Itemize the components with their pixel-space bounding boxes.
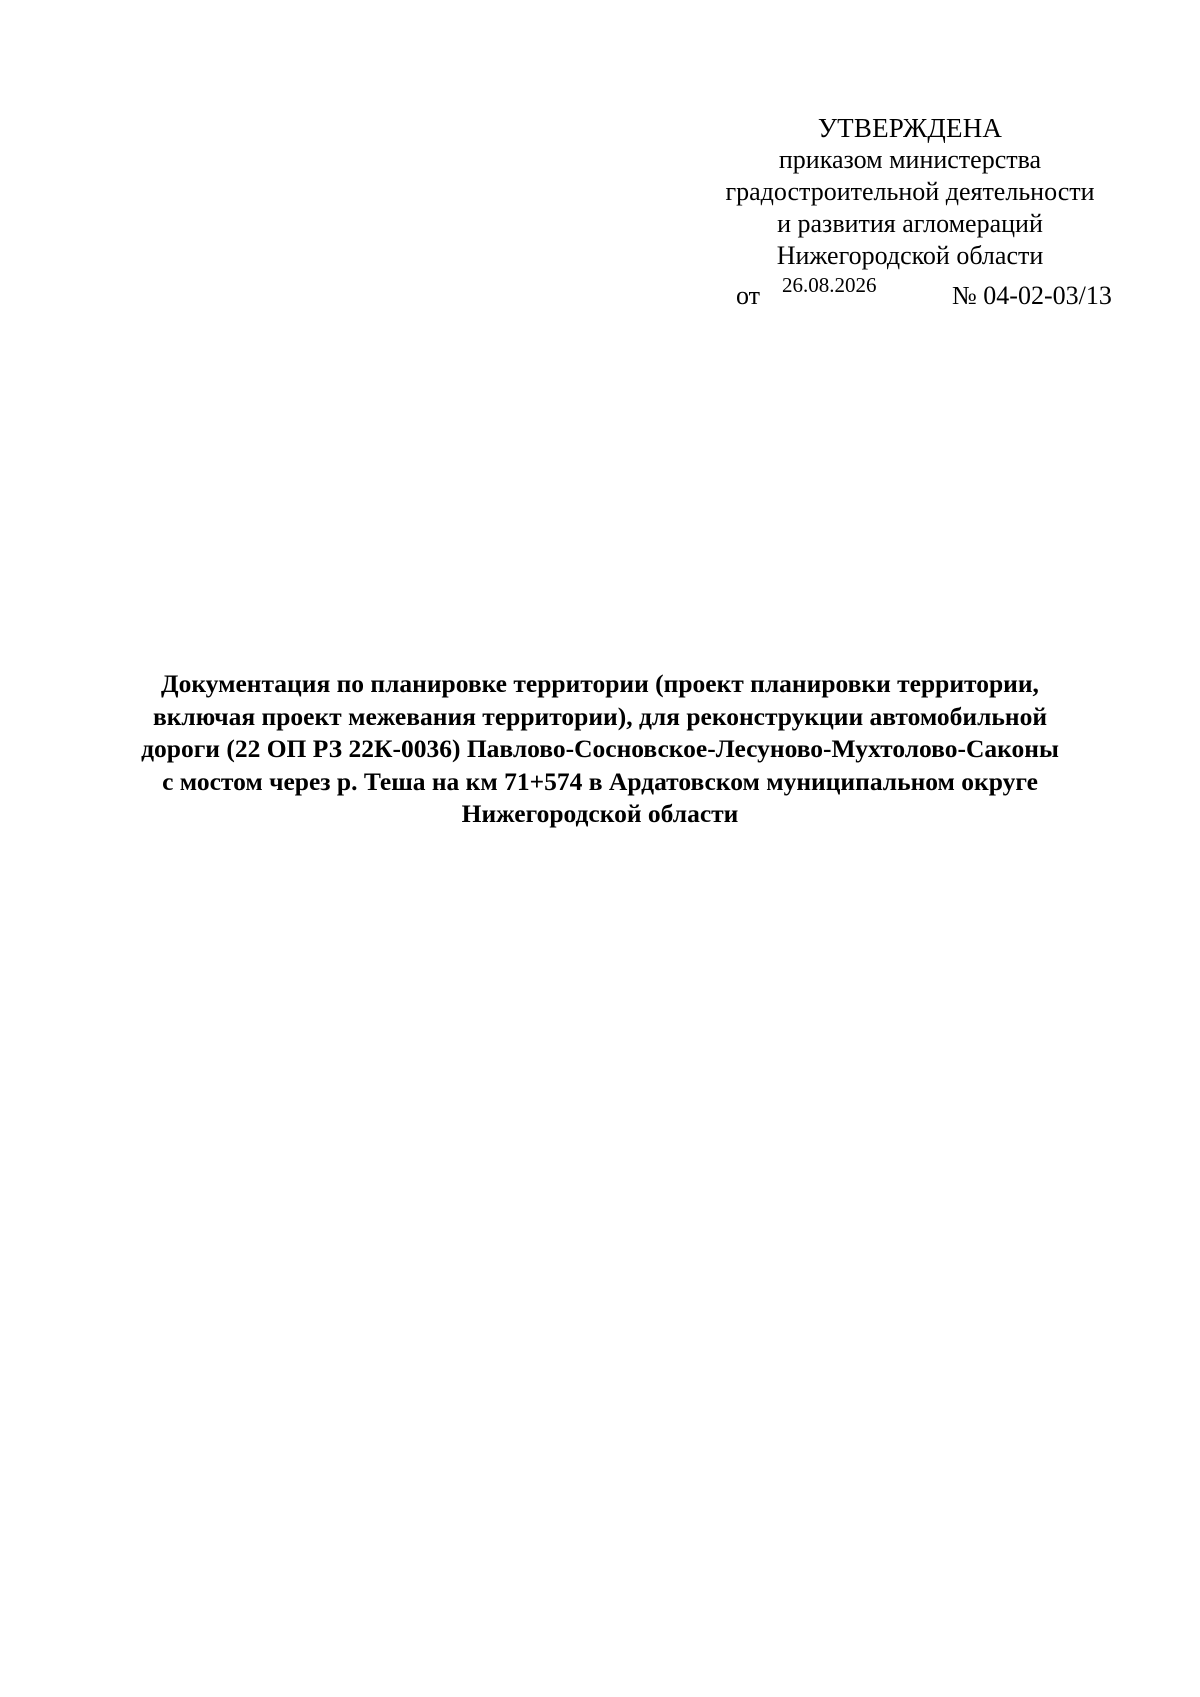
order-from-label: от (736, 281, 761, 310)
approval-line: и развития агломераций (777, 209, 1043, 238)
approval-block (690, 112, 1130, 272)
approval-heading: УТВЕРЖДЕНА (817, 113, 1003, 143)
title-line: дороги (22 ОП РЗ 22К-0036) Павлово-Сосновское-Лесуново-Мухтолово-Саконы (141, 734, 1059, 763)
approval-line: Нижегородской области (776, 241, 1044, 270)
title-line: с мостом через р. Теша на км 71+574 в Ардатовском муниципальном округе (162, 766, 1038, 796)
approval-line: приказом министерства (778, 145, 1042, 174)
order-date: 26.08.2026 (782, 273, 877, 297)
document-title (100, 668, 1100, 831)
order-reference (736, 273, 1136, 312)
order-number: № 04-02-03/13 (952, 281, 1112, 310)
title-line: Нижегородской области (461, 799, 739, 828)
title-line: включая проект межевания территории), для реконструкции автомобильной (152, 701, 1048, 731)
title-line: Документация по планировке территории (проект планировки территории, (161, 669, 1039, 698)
approval-line: градостроительной деятельности (725, 177, 1095, 206)
